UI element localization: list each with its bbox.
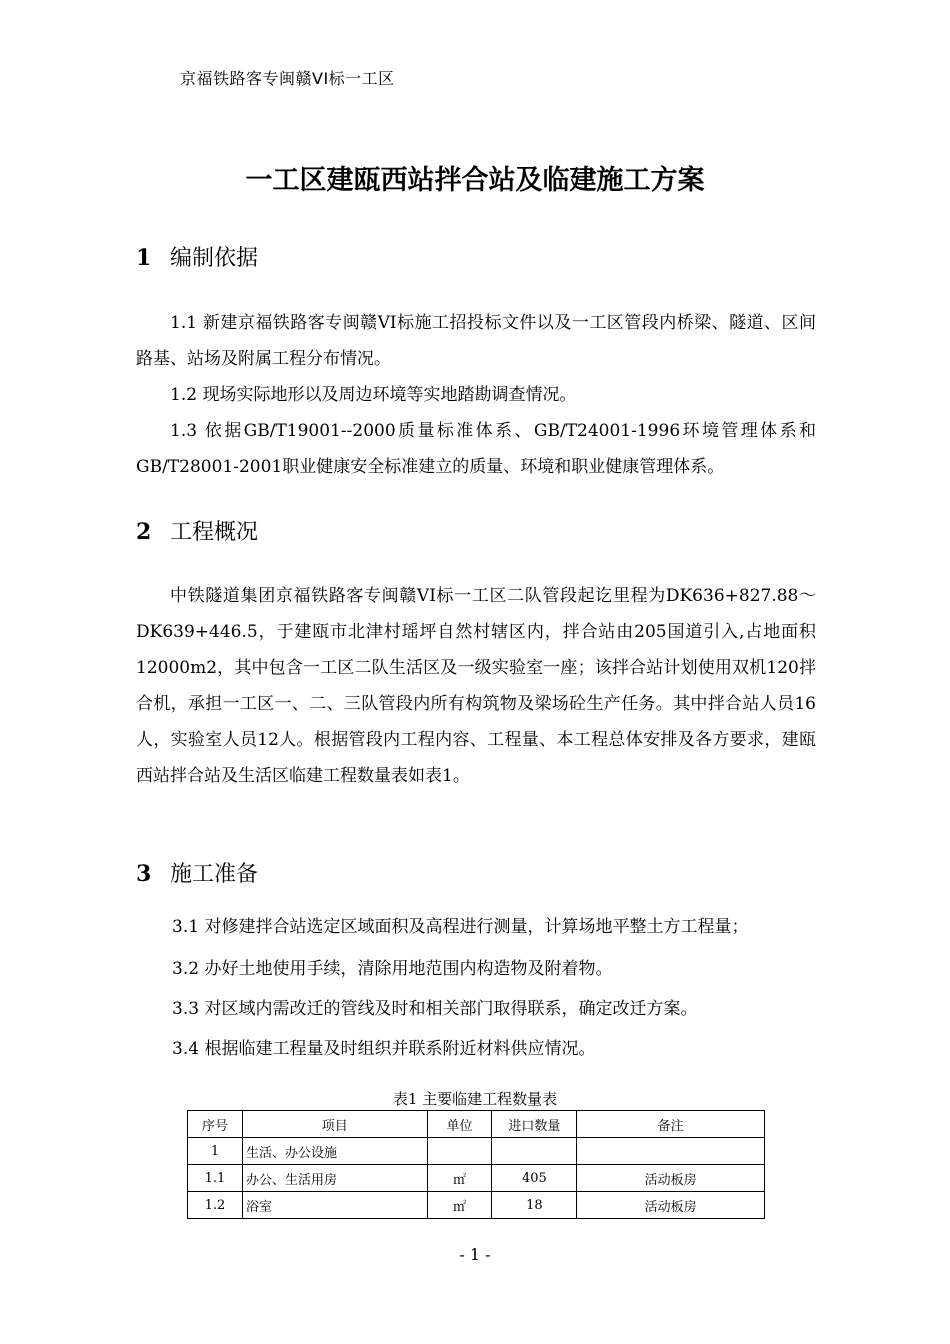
- basis-item: 1.2 现场实际地形以及周边环境等实地踏勘调查情况。: [170, 385, 577, 405]
- header-cell: 进口数量: [492, 1111, 577, 1138]
- table-cell: [427, 1138, 492, 1165]
- table-cell: 办公、生活用房: [242, 1165, 427, 1192]
- section-number: 1: [136, 245, 152, 271]
- overview-text: 中铁隧道集团京福铁路客专闽赣VI标一工区二队管段起讫里程为DK636+827.88～DK639+446.5，于建瓯市北津村瑶坪自然村辖区内，拌合站由205国道引入,占地面积12000m2，其中包含一工区二队生活区及一级实验室一座；该拌合站计划使用双机120拌合机，承担一工区一、二、三队管段内所有构筑物及梁场砼生产任务。其中拌合站人员16人，实验室人员12人。根据管段内工程内容、工程量、本工程总体安排及各方要求，建瓯西站拌合站及生活区临建工程数量表如表1。: [136, 586, 816, 786]
- table-cell: 405: [492, 1165, 577, 1192]
- header-cell: 单位: [427, 1111, 492, 1138]
- header-cell: 序号: [188, 1111, 243, 1138]
- section-title: 施工准备: [170, 862, 259, 887]
- table-cell: 浴室: [242, 1192, 427, 1219]
- table-cell: 生活、办公设施: [242, 1138, 427, 1165]
- prep-item: 3.3 对区域内需改迁的管线及时和相关部门取得联系，确定改迁方案。: [172, 999, 698, 1019]
- table-cell: 1.1: [188, 1165, 243, 1192]
- table-cell: 活动板房: [577, 1165, 765, 1192]
- table-row: [188, 1165, 765, 1192]
- table-cell: [577, 1138, 765, 1165]
- table-header-row: [188, 1111, 765, 1138]
- table-caption: 表1 主要临建工程数量表: [392, 1090, 558, 1108]
- table-row: [188, 1138, 765, 1165]
- section-number: 2: [136, 519, 152, 545]
- page-number: - 1 -: [459, 1245, 491, 1264]
- table-cell: 活动板房: [577, 1192, 765, 1219]
- running-header: 京福铁路客专闽赣VI标一工区: [180, 69, 395, 88]
- overview-paragraph: [136, 578, 816, 794]
- table-cell: 1.2: [188, 1192, 243, 1219]
- table-cell: ㎡: [427, 1165, 492, 1192]
- basis-paragraphs: [136, 305, 816, 485]
- header-cell: 备注: [577, 1111, 765, 1138]
- document-title: 一工区建瓯西站拌合站及临建施工方案: [245, 165, 705, 196]
- section-heading-2: [136, 515, 258, 546]
- prep-item: 3.4 根据临建工程量及时组织并联系附近材料供应情况。: [172, 1039, 596, 1059]
- table-cell: ㎡: [427, 1192, 492, 1219]
- section-heading-1: [136, 241, 258, 272]
- table-cell: 1: [188, 1138, 243, 1165]
- section-number: 3: [136, 861, 152, 887]
- prep-item: 3.1 对修建拌合站选定区域面积及高程进行测量，计算场地平整土方工程量；: [172, 917, 749, 937]
- section-title: 编制依据: [170, 246, 259, 271]
- section-title: 工程概况: [170, 520, 259, 545]
- quantity-table: [187, 1110, 765, 1219]
- basis-item: 1.3 依据GB/T19001--2000质量标准体系、GB/T24001-1996环境管理体系和GB/T28001-2001职业健康安全标准建立的质量、环境和职业健康管理体系。: [136, 421, 816, 477]
- header-cell: 项目: [242, 1111, 427, 1138]
- prep-item: 3.2 办好土地使用手续，清除用地范围内构造物及附着物。: [172, 959, 613, 979]
- table-row: [188, 1192, 765, 1219]
- basis-item: 1.1 新建京福铁路客专闽赣VI标施工招投标文件以及一工区管段内桥梁、隧道、区间路基、站场及附属工程分布情况。: [136, 313, 816, 369]
- table-cell: [492, 1138, 577, 1165]
- section-heading-3: [136, 857, 258, 888]
- table-cell: 18: [492, 1192, 577, 1219]
